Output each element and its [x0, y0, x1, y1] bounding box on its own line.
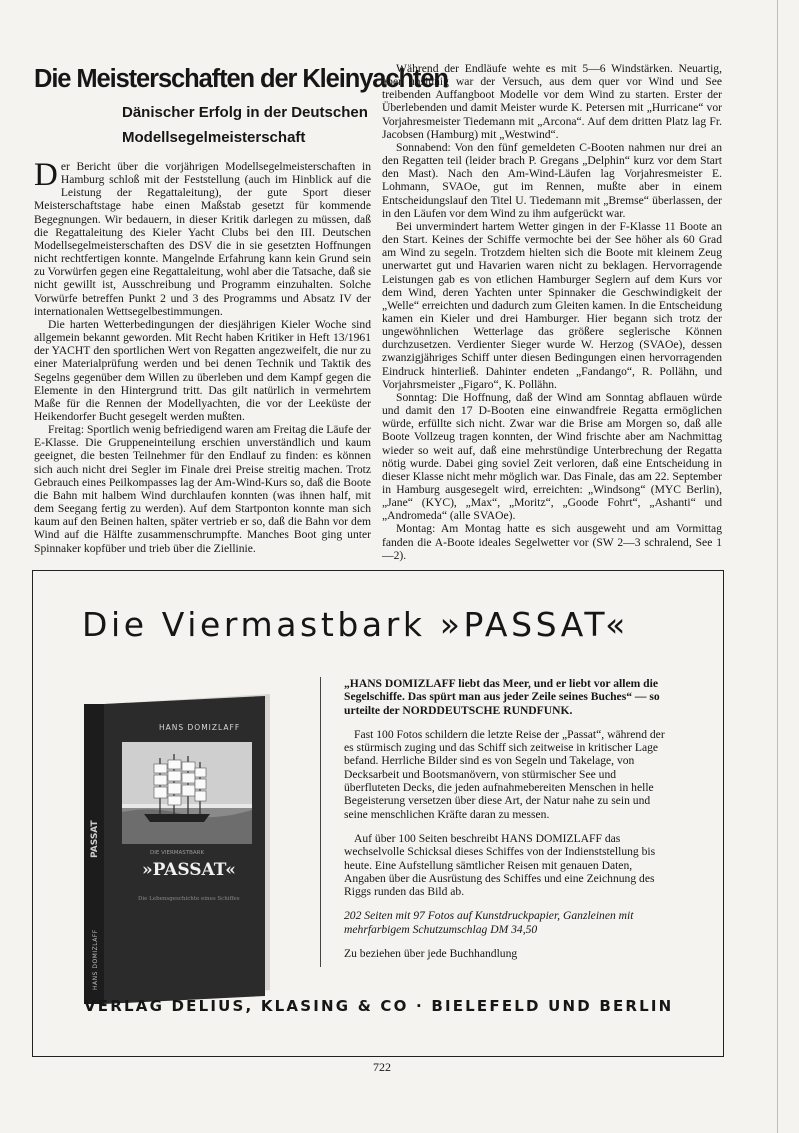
article-paragraph: Während der Endläufe wehte es mit 5—6 Windstärken. Neuartig, aber unsinnig war der Versuch, aus dem quer vor Wind und See treibenden Auffangboot Modelle vor dem Wind zu starten. Erster der Überlebenden und damit Meister wurde K. Petersen mit „Hurricane“ vor Vorjahresmeister Tiedemann mit „Arcona“. Auf dem dritten Platz lag Fr. Jacobsen (Hamburg) mit „Westwind“.: [382, 62, 722, 141]
ad-paragraph: Fast 100 Fotos schildern die letzte Reise der „Passat“, während der es stürmisch zuging und das Schiff sich zeitweise in kritischer Lage befand. Herrliche Bilder sind es von Segeln und Takelage, von Decksarbeit und Bootsmanövern, von stürmischer See und überfluteten Decks, die jeden aufnahmebereiten Menschen in helle Begeisterung versetzen über diese Art, der Natur nahe zu sein und seine menschlichen Kräfte daran zu messen.: [344, 727, 665, 821]
ad-headline: Die Viermastbark »PASSAT«: [82, 605, 629, 644]
article-column-left: [34, 157, 371, 555]
cover-subtitle: Die Lebensgeschichte eines Schiffes: [138, 896, 240, 902]
page-edge-divider: [777, 0, 778, 1133]
ad-quote: „HANS DOMIZLAFF liebt das Meer, und er liebt vor allem die Segelschiffe. Das spürt man aus jeder Zeile seines Buches“ — so urteilte der NORDDEUTSCHE RUNDFUNK.: [344, 677, 660, 717]
paragraph-text: er Bericht über die vorjährigen Modellsegelmeisterschaften in Hamburg schloß mit der Feststellung (auch im Hinblick auf die Leistung der Regattaleitung), der gute Sport dieser Meisterschaftstage habe einen Maßstab gesetzt für kommende Begegnungen. Wir bedauern, in dieser Kritik darlegen zu müssen, daß die Regattaleitung des Kieler Yacht Clubs bei den III. Deutschen Modellsegelmeisterschaften des DSV die in sie gesetzten Hoffnungen nicht rechtfertigen konnte. Mangelnde Erfahrung kann kein Grund sein zu Vorwürfen gegen eine Regattaleitung, wohl aber die Tatsache, daß sie nicht gewillt ist, Ausschreibung und Programm einzuhalten. Solche Vorwürfe betreffen Punkt 2 und 3 des Programms und Absatz IV der internationalen Wettsegelbestimmungen.: [34, 160, 371, 318]
article-title: Die Meisterschaften der Kleinyachten: [34, 65, 448, 93]
ad-availability: Zu beziehen über jede Buchhandlung: [344, 947, 518, 961]
article-paragraph: Montag: Am Montag hatte es sich ausgeweht und am Vormittag fanden die A-Boote ideales Segelwetter vor (SW 2—3 schralend, See 1—2).: [382, 522, 722, 562]
article-column-right: [382, 62, 722, 562]
article-paragraph: [34, 157, 371, 318]
cover-author: HANS DOMIZLAFF: [159, 723, 241, 732]
cover-title: »PASSAT«: [142, 860, 236, 880]
article-paragraph: Freitag: Sportlich wenig befriedigend waren am Freitag die Läufe der E-Klasse. Die Gruppeneinteilung erschien unverständlich und kaum geeignet, die besten Teilnehmer für den Endlauf zu finden: es können sich auch nicht drei Segler im Finale drei Preise streitig machen. Trotz Gebrauch eines Peilkompasses lag der Am-Wind-Kurs so, daß die Boote die Bahn mit halbem Wind durchlaufen konnten (was ihnen half, mit dem Seegang fertig zu werden). Auf dem Startponton konnte man sich kaum auf den Beinen halten, später vertrieb er so, daß die Bahn vor dem Wind auf die Hälfte zusammenschrumpfte. Manches Boot ging unter Spinnaker kopfüber und trieb über die Ziellinie.: [34, 423, 371, 555]
article-subtitle: Dänischer Erfolg in der Deutschen Modellsegelmeisterschaft: [122, 104, 368, 146]
ad-paragraph: Auf über 100 Seiten beschreibt HANS DOMIZLAFF das wechselvolle Schicksal dieses Schiffes von der Indienststellung bis heute. Eine Aufstellung sämtlicher Reisen mit genauen Daten, Angaben über die Ausrüstung des Schiffes und eine Zeichnung des Riggs runden das Bild ab.: [344, 831, 656, 899]
spine-title: PASSAT: [90, 820, 100, 858]
dropcap: D: [34, 157, 58, 193]
article-paragraph: Bei unvermindert hartem Wetter gingen in der F-Klasse 11 Boote an den Start. Keines der Schiffe vermochte bei der See höher als 60 Grad am Wind zu segeln. Trotzdem hielten sich die Boote mit kleinem Zeug unerwartet gut und Havarien waren nicht zu beklagen. Hervorragende Leistungen gab es von etlichen Hamburger Seglern auf dem Kurs vor dem Wind, deren Yachten unter Spinnaker die Geschwindigkeit der „Welle“ erreichten und dadurch zum Gleiten kamen. In die Entscheidung kamen ein Kieler und drei Hamburger. Hier begann sich trotz der ungewöhnlichen Wetterlage das größere seglerische Können durchzusetzen. Verdienter Sieger wurde W. Herzog (SVAOe), dessen zwanzigjähriges Schiff unter diesen Bedingungen einen hervorragenden Eindruck hinterließ. Dahinter endeten „Fandango“, R. Pollähn, und Vorjahrsmeister „Figaro“, K. Pollähn.: [382, 219, 722, 391]
article-paragraph: Sonntag: Die Hoffnung, daß der Wind am Sonntag abflauen würde und damit den 17 D-Booten eine einwandfreie Regatta ermöglichen würde, erfüllte sich nicht. Zwar war die Brise am Morgen so, daß alle Boote Vollzeug tragen konnten, der Wind frischte aber am Nachmittag wieder so weit auf, daß eine mehrstündige Unterbrechung der Regatta nötig wurde. Dabei ging soviel Zeit verloren, daß eine Entscheidung in dieser Klasse nicht mehr möglich war. Das Finale, das am 22. September in Hamburg ausgesegelt wird, erreichten: „Windsong“ (MYC Berlin), „Jane“ (KYC), „Max“, „Moritz“, „Goode Fohrt“, „Ashanti“ und „Andromeda“ (alle SVAOe).: [382, 390, 722, 523]
ad-book-details: 202 Seiten mit 97 Fotos auf Kunstdruckpapier, Ganzleinen mit mehrfarbigem Schutzumschlag DM 34,50: [344, 909, 634, 936]
book-cover-image: [82, 690, 272, 1008]
ad-vertical-rule: [320, 677, 321, 967]
article-paragraph: Sonnabend: Von den fünf gemeldeten C-Booten nahmen nur drei an den Regatten teil (leider brach P. Gregans „Delphin“ kurz vor dem Start den Mast). Nach den Am-Wind-Läufen lag Vorjahresmeister E. Lohmann, SVAOe, gut im Rennen, mußte aber in einem Entscheidungslauf den Titel U. Tiedemann mit „Bremse“ überlassen, der in den Läufen vor dem Wind zu ihm aufgerückt war.: [382, 140, 722, 220]
ad-copy: [344, 677, 674, 971]
ship-hull: [144, 814, 210, 822]
spine-author: HANS DOMIZLAFF: [92, 929, 99, 990]
ad-publisher: VERLAG DELIUS, KLASING & CO · BIELEFELD UND BERLIN: [84, 997, 674, 1015]
cover-small-title: DIE VIERMASTBARK: [150, 850, 205, 856]
page-number: 722: [373, 1060, 391, 1074]
article-paragraph: Die harten Wetterbedingungen der diesjährigen Kieler Woche sind allgemein bekannt geworden. Mit Recht haben Kritiker in Heft 13/1961 der YACHT den sportlichen Wert von Regatten angezweifelt, die nur zu einer Materialprüfung werden und bei denen Technik und Taktik des Segelns gegenüber dem Willen zu überleben und dem Kampf gegen die Elemente in den Hintergrund tritt. Das gilt natürlich in vermehrtem Maße für die Rennen der Modellyachten, die vor der Leeküste der Heikendorfer Bucht gesegelt werden mußten.: [34, 317, 371, 423]
